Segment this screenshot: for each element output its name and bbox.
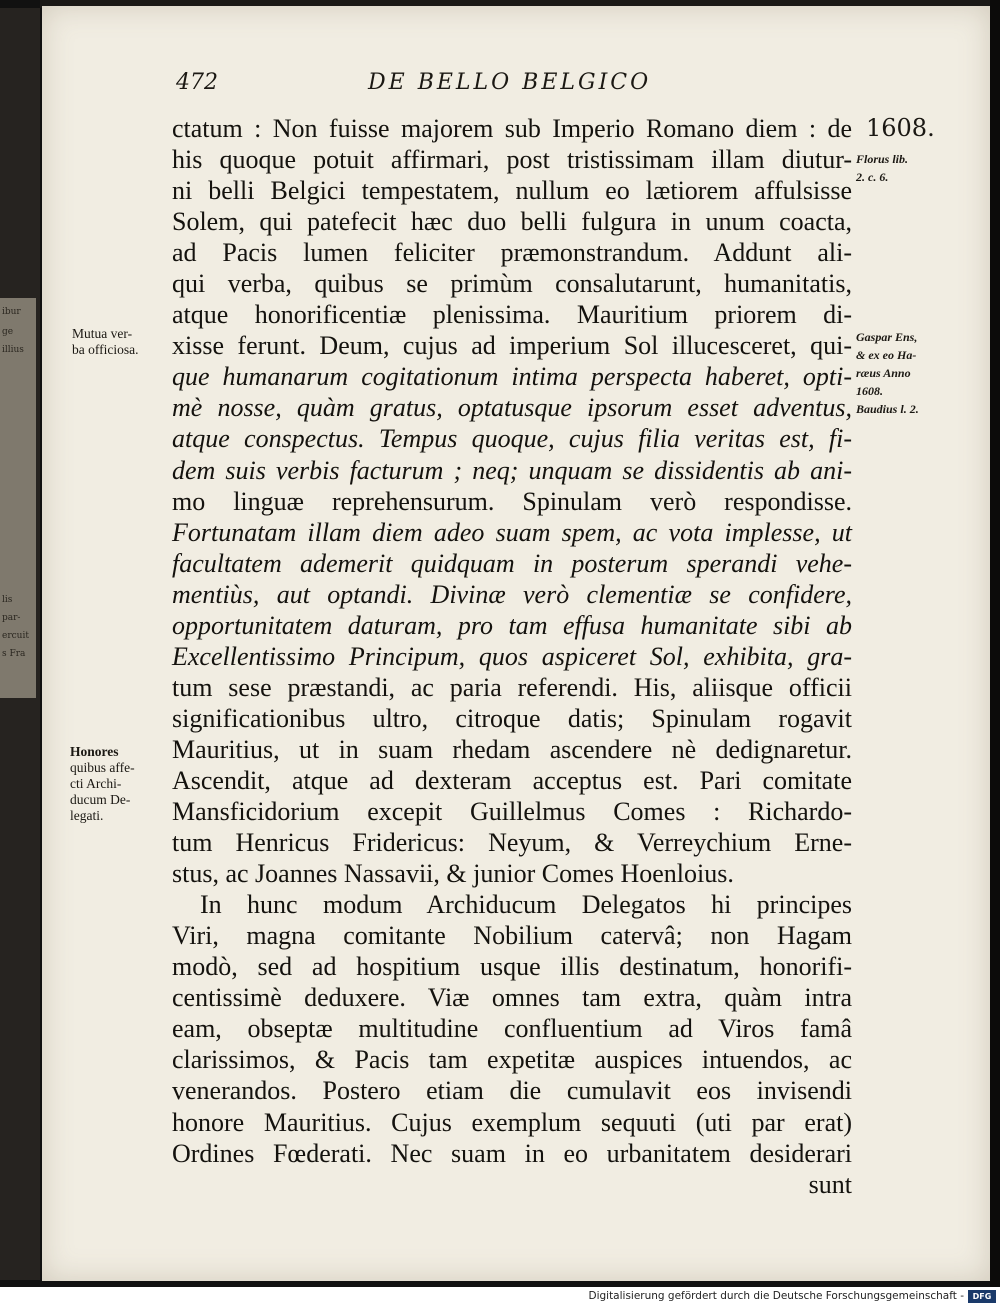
text-line: atque conspectus. Tempus quoque, cujus filia veritas est, fi-: [172, 424, 852, 454]
adjacent-page-text: illius: [2, 345, 24, 355]
text-line: Ordines Fœderati. Nec suam in eo urbanitatem desiderari: [172, 1138, 852, 1168]
text-line: significationibus ultro, citroque datis; Spinulam rogavit: [172, 703, 852, 733]
text-line: Fortunatam illam diem adeo suam spem, ac vota implesse, ut: [172, 517, 852, 547]
text-line: eam, obseptæ multitudine confluentium ad Viros famâ: [172, 1014, 852, 1044]
text-line: centissimè deduxere. Viæ omnes tam extra, quàm intra: [172, 983, 852, 1013]
text-line: In hunc modum Archiducum Delegatos hi principes: [200, 890, 852, 920]
margin-note-line: Baudius l. 2.: [856, 402, 919, 416]
text-line: Mauritius, ut in suam rhedam ascendere nè dedignaretur.: [172, 734, 852, 764]
margin-note-line: 1608.: [856, 384, 883, 398]
body-text: [172, 113, 852, 1200]
text-line: dem suis verbis facturum ; neq; unquam se dissidentis ab ani-: [172, 455, 852, 485]
text-line: Excellentissimo Principum, quos aspiceret Sol, exhibita, gra-: [172, 641, 852, 671]
text-line: mo linguæ reprehensurum. Spinulam verò respondisse.: [172, 486, 852, 516]
adjacent-page-text: s Fra: [2, 649, 26, 659]
left-margin-note-mutua: [72, 326, 138, 358]
text-line: Viri, magna comitante Nobilium catervâ; non Hagam: [172, 921, 852, 951]
dfg-logo-icon: DFG: [968, 1290, 996, 1303]
adjacent-page-text: lis: [2, 595, 13, 605]
text-line: ad Pacis lumen feliciter præmonstrandum. Addunt ali-: [172, 238, 852, 268]
catchword: sunt: [808, 1169, 852, 1199]
text-line: tum sese præstandi, ac paria referendi. His, aliisque officii: [172, 672, 852, 702]
margin-note-line: 2. c. 6.: [856, 170, 889, 184]
margin-note-line: Honores: [70, 744, 119, 759]
text-line: facultatem ademerit quidquam in posterum sperandi vehe-: [172, 548, 852, 578]
running-head: DE BELLO BELGICO: [368, 70, 652, 95]
text-line: Ascendit, atque ad dexteram acceptus est. Pari comitate: [172, 765, 852, 795]
text-line: xisse ferunt. Deum, cujus ad imperium Sol illucesceret, qui-: [172, 331, 852, 361]
margin-note-line: ducum De-: [70, 792, 131, 807]
text-line: ni belli Belgici tempestatem, nullum eo lætiorem affulsisse: [172, 176, 852, 206]
text-line: mè nosse, quàm gratus, optatusque ipsorum esset adventus,: [172, 393, 852, 423]
right-margin-note-florus: [856, 150, 908, 186]
adjacent-page-text: ibur: [2, 307, 21, 317]
text-line: opportunitatem daturam, pro tam effusa humanitate sibi ab: [172, 610, 852, 640]
adjacent-page-text: par-: [2, 613, 21, 623]
text-line: clarissimos, & Pacis tam expetitæ auspices intuendos, ac: [172, 1045, 852, 1075]
margin-note-line: Florus lib.: [856, 152, 909, 166]
year-margin-note: 1608.: [866, 114, 935, 142]
page-right-edge: [990, 0, 1000, 1287]
text-line: venerandos. Postero etiam die cumulavit eos invisendi: [172, 1076, 852, 1106]
text-line: honore Mauritius. Cujus exemplum sequuti (uti par erat): [172, 1107, 852, 1137]
text-line: qui verba, quibus se primùm consalutarunt, humanitatis,: [172, 269, 852, 299]
margin-note-line: ba officiosa.: [72, 342, 139, 357]
margin-note-line: Gaspar Ens,: [856, 330, 918, 344]
margin-note-line: cti Archi-: [70, 776, 122, 791]
text-line: modò, sed ad hospitium usque illis destinatum, honorifi-: [172, 952, 852, 982]
text-line: tum Henricus Fridericus: Neyum, & Verreychium Erne-: [172, 828, 852, 858]
adjacent-page-text: ge: [2, 327, 14, 337]
text-line: Solem, qui patefecit hæc duo belli fulgura in unum coacta,: [172, 207, 852, 237]
text-line: atque honorificentiæ plenissima. Mauritium priorem di-: [172, 300, 852, 330]
margin-note-line: quibus affe-: [70, 760, 135, 775]
footer-bar: [0, 1287, 1000, 1307]
margin-note-line: Mutua ver-: [72, 326, 133, 341]
text-line: his quoque potuit affirmari, post tristissimam illam diutur-: [172, 145, 852, 175]
margin-note-line: & ex eo Ha-: [856, 348, 917, 362]
text-line: Mansficidorium excepit Guillelmus Comes : Richardo-: [172, 797, 852, 827]
left-margin-note-honores: [70, 744, 135, 824]
text-line: mentiùs, aut optandi. Divinæ verò clementiæ se confidere,: [172, 579, 852, 609]
text-line: stus, ac Joannes Nassavii, & junior Comes Hoenloius.: [172, 859, 734, 889]
text-line: que humanarum cogitationum intima perspecta haberet, opti-: [172, 362, 852, 392]
page-number: 472: [176, 70, 218, 95]
funding-credit: Digitalisierung gefördert durch die Deutsche Forschungsgemeinschaft -: [588, 1290, 964, 1302]
text-line: ctatum : Non fuisse majorem sub Imperio Romano diem : de: [172, 114, 852, 143]
adjacent-page-text: ercuit: [2, 631, 29, 641]
margin-note-line: ræus Anno: [856, 366, 911, 380]
margin-note-line: legati.: [70, 808, 104, 823]
right-margin-note-gaspar: [856, 328, 919, 418]
adjacent-page-strip: [0, 8, 40, 1280]
